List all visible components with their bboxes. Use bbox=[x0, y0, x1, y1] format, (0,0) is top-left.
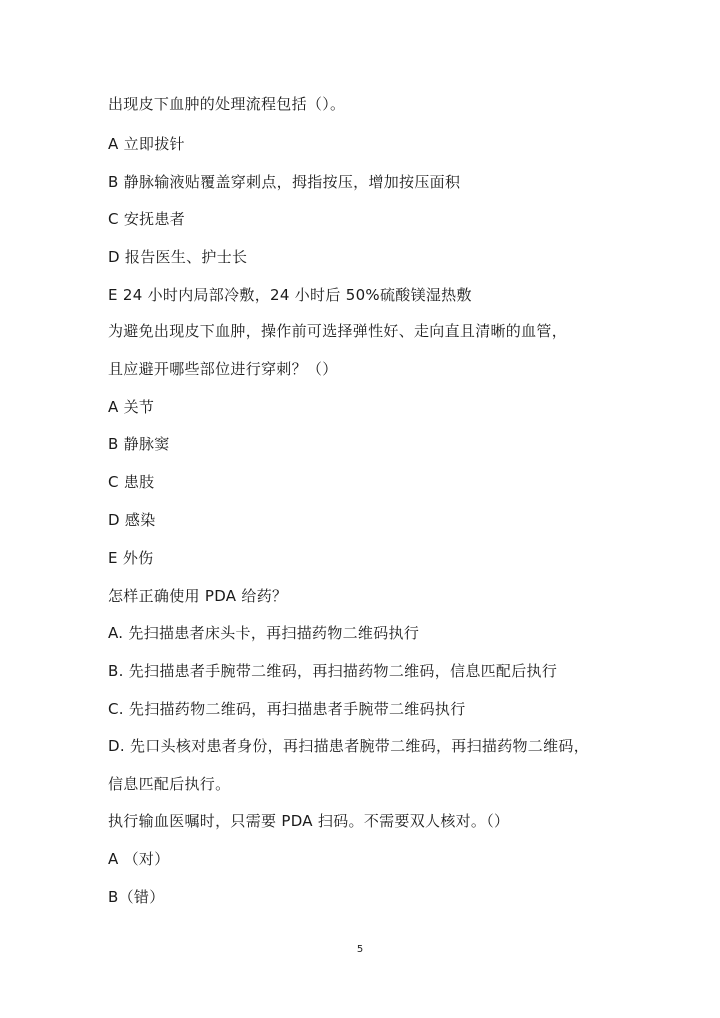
question-3-option-a: A. 先扫描患者床头卡，再扫描药物二维码执行 bbox=[108, 624, 420, 642]
question-4-option-b: B（错） bbox=[108, 888, 165, 906]
question-2-option-e: E 外伤 bbox=[108, 549, 154, 567]
question-1-option-b: B 静脉输液贴覆盖穿刺点，拇指按压，增加按压面积 bbox=[108, 173, 461, 191]
question-1-option-a: A 立即拔针 bbox=[108, 135, 185, 153]
question-4-option-a: A （对） bbox=[108, 850, 170, 868]
question-4-stem: 执行输血医嘱时，只需要 PDA 扫码。不需要双人核对。（） bbox=[108, 812, 510, 830]
question-2-stem-line-1: 为避免出现皮下血肿，操作前可选择弹性好、走向直且清晰的血管， bbox=[108, 322, 568, 340]
question-3-option-d-line-2: 信息匹配后执行。 bbox=[108, 775, 231, 793]
question-2-option-c: C 患肢 bbox=[108, 473, 155, 491]
question-1-stem: 出现皮下血肿的处理流程包括（）。 bbox=[108, 95, 346, 113]
question-1-option-c: C 安抚患者 bbox=[108, 210, 186, 228]
question-2-stem-line-2: 且应避开哪些部位进行穿刺？（） bbox=[108, 360, 338, 378]
question-1-option-e: E 24 小时内局部冷敷，24 小时后 50%硫酸镁湿热敷 bbox=[108, 286, 472, 304]
question-2-option-a: A 关节 bbox=[108, 398, 155, 416]
question-3-option-d-line-1: D. 先口头核对患者身份，再扫描患者腕带二维码，再扫描药物二维码， bbox=[108, 737, 589, 755]
question-2-option-d: D 感染 bbox=[108, 511, 156, 529]
question-3-stem: 怎样正确使用 PDA 给药？ bbox=[108, 587, 288, 605]
page-number: 5 bbox=[356, 944, 364, 955]
question-3-option-b: B. 先扫描患者手腕带二维码，再扫描药物二维码，信息匹配后执行 bbox=[108, 662, 558, 680]
question-2-option-b: B 静脉窦 bbox=[108, 435, 170, 453]
question-1-option-d: D 报告医生、护士长 bbox=[108, 248, 248, 266]
question-3-option-c: C. 先扫描药物二维码，再扫描患者手腕带二维码执行 bbox=[108, 700, 466, 718]
